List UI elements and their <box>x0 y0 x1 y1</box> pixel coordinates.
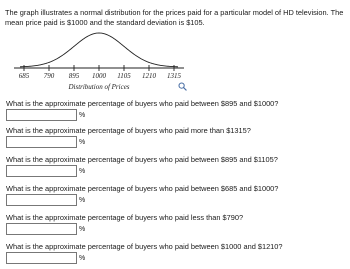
tick-label-1105: 1105 <box>117 72 131 80</box>
tick-label-1315: 1315 <box>167 72 181 80</box>
answer-input-2[interactable] <box>6 136 86 148</box>
percent-unit-6: % <box>79 255 86 262</box>
tick-label-685: 685 <box>18 72 30 80</box>
tick-label-1000: 1000 <box>92 72 106 80</box>
question-6 <box>6 242 346 264</box>
answer-input-4[interactable] <box>6 194 86 206</box>
question-4-text: What is the approximate percentage of buyers who paid between $685 and $1000? <box>6 184 279 193</box>
answer-input-5[interactable] <box>6 223 86 235</box>
answer-input-3[interactable] <box>6 165 86 177</box>
answer-input-1[interactable] <box>6 109 86 121</box>
answer-input-6[interactable] <box>6 252 86 264</box>
question-1-text: What is the approximate percentage of buyers who paid between $895 and $1000? <box>6 99 279 108</box>
bell-curve <box>20 33 178 67</box>
question-3-text: What is the approximate percentage of buyers who paid between $895 and $1105? <box>6 155 278 164</box>
percent-unit-2: % <box>79 139 86 146</box>
normal-distribution-graph <box>0 20 200 100</box>
tick-label-895: 895 <box>68 72 80 80</box>
question-1 <box>6 99 346 121</box>
question-3 <box>6 155 346 177</box>
question-4 <box>6 184 346 206</box>
percent-unit-5: % <box>79 226 86 233</box>
percent-unit-1: % <box>79 112 86 119</box>
question-5 <box>6 213 346 235</box>
question-2-text: What is the approximate percentage of buyers who paid more than $1315? <box>6 126 251 135</box>
magnifier-icon[interactable] <box>178 82 187 91</box>
tick-label-1210: 1210 <box>142 72 156 80</box>
question-2 <box>6 126 346 148</box>
question-6-text: What is the approximate percentage of buyers who paid between $1000 and $1210? <box>6 242 283 251</box>
percent-unit-3: % <box>79 168 86 175</box>
question-5-text: What is the approximate percentage of buyers who paid less than $790? <box>6 213 244 222</box>
problem-statement: The graph illustrates a normal distribution for the prices paid for a particular model of HD television. The mean price paid is $1000 and the standard deviation is $105. <box>5 8 344 27</box>
tick-label-790: 790 <box>43 72 55 80</box>
percent-unit-4: % <box>79 197 86 204</box>
x-axis-title: Distribution of Prices <box>68 83 130 91</box>
